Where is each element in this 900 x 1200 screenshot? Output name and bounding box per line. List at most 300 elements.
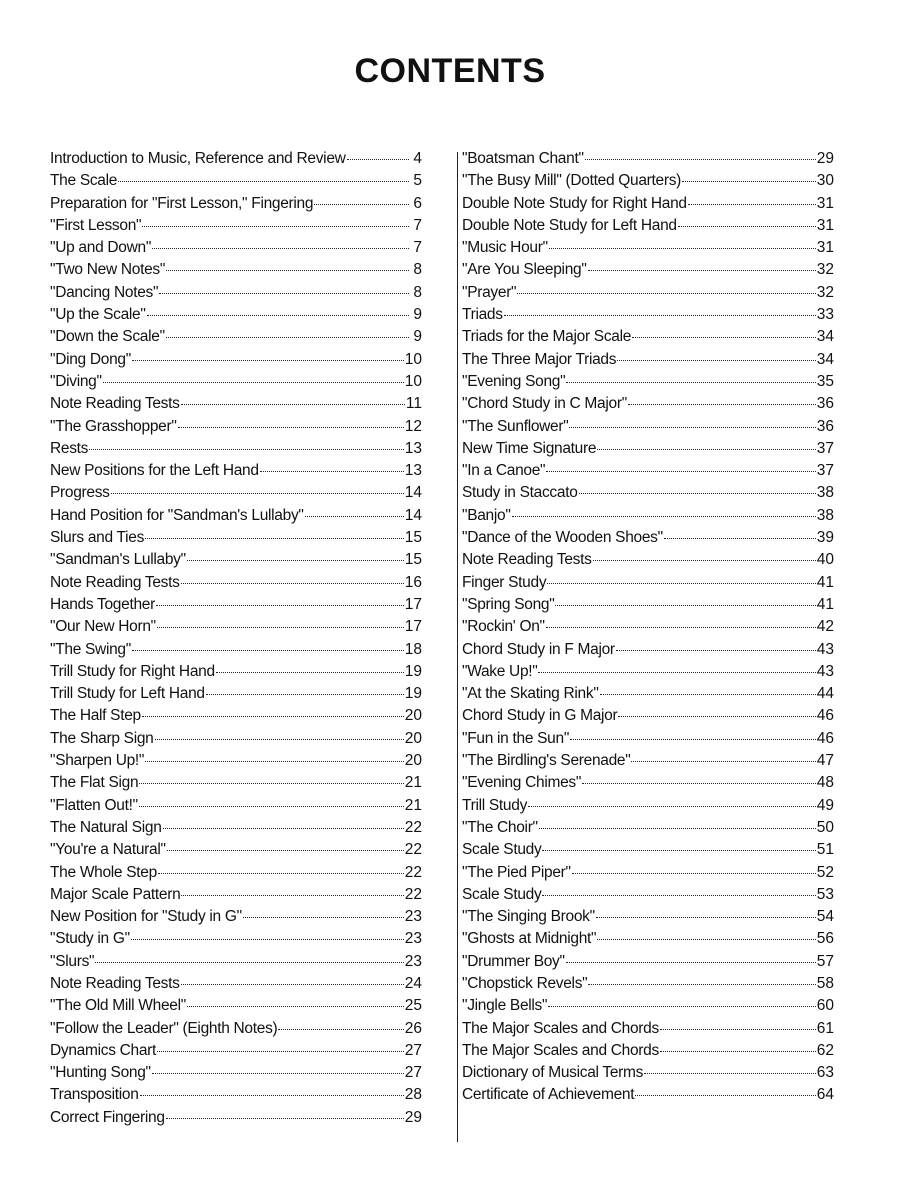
- toc-entry-title: "The Pied Piper": [462, 863, 571, 881]
- dot-leader: [570, 739, 816, 740]
- dot-leader: [616, 650, 816, 651]
- toc-entry-title: The Scale: [50, 172, 118, 190]
- toc-entry-page-number: 64: [816, 1086, 834, 1104]
- toc-entry-title: Preparation for "First Lesson," Fingering: [50, 194, 314, 212]
- dot-leader: [635, 1095, 815, 1096]
- toc-entry-page-number: 44: [816, 685, 834, 703]
- toc-entry: [462, 261, 834, 283]
- dot-leader: [181, 583, 404, 584]
- toc-entry: [50, 462, 422, 484]
- toc-entry: [50, 975, 422, 997]
- toc-entry-title: New Time Signature: [462, 439, 597, 457]
- toc-entry: [462, 908, 834, 930]
- toc-entry-page-number: 34: [816, 328, 834, 346]
- toc-entry-title: The Half Step: [50, 707, 141, 725]
- toc-entry-page-number: 16: [404, 573, 422, 591]
- toc-entry-page-number: 11: [405, 395, 422, 413]
- toc-entry-title: "Chopstick Revels": [462, 974, 588, 992]
- toc-entry: [462, 864, 834, 886]
- toc-entry: [50, 596, 422, 618]
- toc-entry: [462, 328, 834, 350]
- dot-leader: [155, 739, 404, 740]
- toc-entry-title: Triads: [462, 306, 503, 324]
- toc-entry-page-number: 46: [816, 707, 834, 725]
- dot-leader: [142, 716, 404, 717]
- toc-entry: [462, 752, 834, 774]
- dot-leader: [546, 471, 816, 472]
- toc-entry-title: "The Swing": [50, 640, 131, 658]
- toc-entry: [462, 150, 834, 172]
- toc-entry-page-number: 34: [816, 350, 834, 368]
- toc-entry-title: "Up the Scale": [50, 306, 146, 324]
- toc-entry-title: Note Reading Tests: [50, 573, 180, 591]
- toc-entry-title: Trill Study: [462, 796, 528, 814]
- toc-entry-title: "The Choir": [462, 818, 538, 836]
- toc-entry: [462, 462, 834, 484]
- dot-leader: [131, 939, 404, 940]
- toc-entry: [462, 685, 834, 707]
- dot-leader: [566, 382, 815, 383]
- dot-leader: [305, 516, 404, 517]
- toc-entry-title: "Sharpen Up!": [50, 752, 145, 770]
- dot-leader: [157, 1051, 404, 1052]
- toc-entry-title: "Chord Study in C Major": [462, 395, 627, 413]
- toc-entry-title: "Sandman's Lullaby": [50, 551, 186, 569]
- toc-entry-page-number: 26: [404, 1019, 422, 1037]
- toc-entry: [462, 618, 834, 640]
- toc-entry-page-number: 20: [404, 729, 422, 747]
- toc-entry-page-number: 54: [816, 908, 834, 926]
- toc-entry-page-number: 17: [404, 618, 422, 636]
- toc-entry: [50, 306, 422, 328]
- toc-entry: [462, 529, 834, 551]
- dot-leader: [187, 1006, 404, 1007]
- toc-entry-title: "Our New Horn": [50, 618, 156, 636]
- dot-leader: [538, 672, 815, 673]
- toc-entry-page-number: 22: [404, 885, 422, 903]
- dot-leader: [644, 1073, 816, 1074]
- toc-entry: [462, 484, 834, 506]
- toc-entry: [462, 507, 834, 529]
- toc-entry-title: Transposition: [50, 1086, 139, 1104]
- toc-entry-page-number: 24: [404, 974, 422, 992]
- toc-entry-page-number: 13: [404, 439, 422, 457]
- dot-leader: [528, 806, 816, 807]
- dot-leader: [166, 270, 409, 271]
- toc-entry-page-number: 46: [816, 729, 834, 747]
- toc-entry-page-number: 33: [816, 306, 834, 324]
- dot-leader: [140, 1095, 404, 1096]
- toc-entry-title: "Ghosts at Midnight": [462, 930, 597, 948]
- dot-leader: [166, 1118, 404, 1119]
- toc-entry: [462, 841, 834, 863]
- toc-entry-page-number: 49: [816, 796, 834, 814]
- toc-entry-page-number: 27: [404, 1064, 422, 1082]
- toc-entry-page-number: 14: [404, 506, 422, 524]
- toc-entry-page-number: 38: [816, 506, 834, 524]
- toc-entry-page-number: 21: [404, 796, 422, 814]
- toc-entry-title: "Fun in the Sun": [462, 729, 570, 747]
- toc-entry: [50, 574, 422, 596]
- toc-entry-title: "Hunting Song": [50, 1064, 151, 1082]
- dot-leader: [206, 694, 404, 695]
- toc-entry-page-number: 12: [404, 417, 422, 435]
- dot-leader: [618, 716, 815, 717]
- toc-entry-title: Study in Staccato: [462, 484, 578, 502]
- toc-entry-title: "Two New Notes": [50, 261, 166, 279]
- column-divider: [457, 152, 458, 1142]
- toc-entry: [462, 284, 834, 306]
- dot-leader: [512, 516, 816, 517]
- dot-leader: [163, 828, 404, 829]
- dot-leader: [187, 560, 404, 561]
- dot-leader: [152, 248, 409, 249]
- toc-entry: [462, 395, 834, 417]
- toc-entry-page-number: 51: [816, 841, 834, 859]
- toc-entry-title: "The Birdling's Serenade": [462, 752, 631, 770]
- toc-entry: [462, 195, 834, 217]
- toc-entry-page-number: 42: [816, 618, 834, 636]
- toc-entry-title: The Natural Sign: [50, 818, 162, 836]
- toc-entry-title: "Jingle Bells": [462, 997, 548, 1015]
- toc-entry: [462, 797, 834, 819]
- toc-entry-page-number: 10: [404, 350, 422, 368]
- toc-entry: [50, 997, 422, 1019]
- toc-entry-page-number: 13: [404, 462, 422, 480]
- toc-entry-page-number: 18: [404, 640, 422, 658]
- toc-entry: [50, 261, 422, 283]
- toc-entry-page-number: 22: [404, 818, 422, 836]
- toc-entry: [462, 440, 834, 462]
- toc-right-column: [462, 150, 834, 1109]
- dot-leader: [572, 873, 816, 874]
- toc-entry-title: New Position for "Study in G": [50, 908, 242, 926]
- toc-entry: [50, 930, 422, 952]
- dot-leader: [243, 917, 404, 918]
- dot-leader: [517, 293, 815, 294]
- toc-entry: [50, 440, 422, 462]
- dot-leader: [585, 159, 816, 160]
- dot-leader: [347, 159, 409, 160]
- toc-entry-page-number: 8: [413, 283, 422, 301]
- toc-entry-page-number: 8: [413, 261, 422, 279]
- toc-entry-page-number: 47: [816, 752, 834, 770]
- toc-entry-page-number: 52: [816, 863, 834, 881]
- dot-leader: [103, 382, 404, 383]
- toc-entry-page-number: 37: [816, 439, 834, 457]
- dot-leader: [145, 761, 404, 762]
- toc-entry-page-number: 19: [404, 662, 422, 680]
- toc-entry: [462, 1020, 834, 1042]
- toc-entry-title: Trill Study for Left Hand: [50, 685, 205, 703]
- dot-leader: [597, 939, 816, 940]
- toc-entry-page-number: 36: [816, 395, 834, 413]
- toc-entry-title: New Positions for the Left Hand: [50, 462, 259, 480]
- toc-entry: [50, 1020, 422, 1042]
- toc-entry-page-number: 60: [816, 997, 834, 1015]
- dot-leader: [688, 204, 816, 205]
- toc-entry: [50, 351, 422, 373]
- toc-entry-page-number: 28: [404, 1086, 422, 1104]
- toc-entry: [50, 373, 422, 395]
- page-title: CONTENTS: [354, 52, 546, 90]
- toc-entry-title: Scale Study: [462, 885, 542, 903]
- toc-entry: [50, 797, 422, 819]
- toc-entry-title: Hand Position for "Sandman's Lullaby": [50, 506, 304, 524]
- toc-entry: [50, 618, 422, 640]
- toc-entry-page-number: 20: [404, 752, 422, 770]
- toc-entry-title: "Drummer Boy": [462, 952, 565, 970]
- dot-leader: [139, 783, 403, 784]
- toc-entry: [462, 373, 834, 395]
- toc-entry: [50, 551, 422, 573]
- toc-entry: [50, 217, 422, 239]
- toc-entry: [462, 663, 834, 685]
- toc-entry: [462, 551, 834, 573]
- toc-entry-title: "Rockin' On": [462, 618, 545, 636]
- toc-entry-page-number: 38: [816, 484, 834, 502]
- toc-entry-page-number: 10: [404, 372, 422, 390]
- toc-entry: [50, 774, 422, 796]
- dot-leader: [132, 360, 404, 361]
- toc-entry-title: Note Reading Tests: [50, 974, 180, 992]
- dot-leader: [147, 315, 409, 316]
- toc-entry-page-number: 7: [413, 216, 422, 234]
- toc-entry: [462, 930, 834, 952]
- toc-entry-page-number: 37: [816, 462, 834, 480]
- toc-entry: [50, 284, 422, 306]
- dot-leader: [582, 783, 816, 784]
- toc-entry-title: "Boatsman Chant": [462, 150, 584, 167]
- toc-entry-title: The Flat Sign: [50, 774, 139, 792]
- toc-entry: [462, 707, 834, 729]
- toc-entry-title: Note Reading Tests: [462, 551, 592, 569]
- toc-entry-page-number: 41: [816, 595, 834, 613]
- toc-entry: [462, 997, 834, 1019]
- dot-leader: [504, 315, 816, 316]
- toc-entry-title: The Three Major Triads: [462, 350, 617, 368]
- toc-entry: [50, 395, 422, 417]
- toc-entry: [462, 172, 834, 194]
- toc-entry: [462, 418, 834, 440]
- toc-entry-title: Chord Study in F Major: [462, 640, 615, 658]
- toc-entry-title: Rests: [50, 439, 89, 457]
- dot-leader: [542, 850, 815, 851]
- dot-leader: [132, 650, 404, 651]
- toc-entry: [462, 351, 834, 373]
- dot-leader: [549, 248, 816, 249]
- dot-leader: [596, 917, 816, 918]
- toc-entry: [50, 841, 422, 863]
- toc-entry: [50, 1064, 422, 1086]
- dot-leader: [167, 850, 404, 851]
- toc-entry-title: "Evening Chimes": [462, 774, 582, 792]
- toc-entry-page-number: 32: [816, 261, 834, 279]
- toc-entry-page-number: 61: [816, 1019, 834, 1037]
- toc-entry: [462, 1086, 834, 1108]
- toc-left-column: [50, 150, 422, 1131]
- toc-entry-title: The Sharp Sign: [50, 729, 154, 747]
- dot-leader: [158, 873, 404, 874]
- toc-entry-page-number: 7: [413, 239, 422, 257]
- toc-entry-title: "The Busy Mill" (Dotted Quarters): [462, 172, 682, 190]
- toc-entry-page-number: 35: [816, 372, 834, 390]
- toc-entry-page-number: 5: [413, 172, 422, 190]
- dot-leader: [216, 672, 404, 673]
- toc-entry-title: "Wake Up!": [462, 662, 538, 680]
- toc-entry-title: The Major Scales and Chords: [462, 1041, 659, 1059]
- dot-leader: [546, 627, 816, 628]
- dot-leader: [600, 694, 816, 695]
- toc-entry-page-number: 21: [404, 774, 422, 792]
- toc-entry: [50, 953, 422, 975]
- toc-entry-title: "Study in G": [50, 930, 130, 948]
- toc-entry: [50, 418, 422, 440]
- toc-entry-page-number: 36: [816, 417, 834, 435]
- toc-entry-page-number: 30: [816, 172, 834, 190]
- toc-entry-title: Finger Study: [462, 573, 547, 591]
- toc-entry-title: "Up and Down": [50, 239, 152, 257]
- dot-leader: [181, 984, 404, 985]
- toc-entry-title: "First Lesson": [50, 216, 142, 234]
- dot-leader: [278, 1029, 403, 1030]
- toc-entry-title: Note Reading Tests: [50, 395, 180, 413]
- dot-leader: [569, 427, 815, 428]
- toc-entry-title: Introduction to Music, Reference and Review: [50, 150, 346, 167]
- toc-entry-title: "Evening Song": [462, 372, 566, 390]
- toc-entry-page-number: 29: [404, 1108, 422, 1126]
- toc-entry-page-number: 25: [404, 997, 422, 1015]
- toc-entry-page-number: 43: [816, 662, 834, 680]
- toc-entry: [50, 1109, 422, 1131]
- dot-leader: [542, 895, 815, 896]
- toc-entry-title: Dictionary of Musical Terms: [462, 1064, 644, 1082]
- dot-leader: [660, 1051, 816, 1052]
- toc-entry: [462, 217, 834, 239]
- toc-entry: [50, 484, 422, 506]
- toc-entry-title: Slurs and Ties: [50, 529, 145, 547]
- toc-entry-title: The Whole Step: [50, 863, 157, 881]
- toc-entry-title: Dynamics Chart: [50, 1041, 157, 1059]
- toc-entry-title: "Prayer": [462, 283, 517, 301]
- toc-entry: [50, 864, 422, 886]
- toc-entry-page-number: 62: [816, 1041, 834, 1059]
- dot-leader: [142, 226, 409, 227]
- toc-entry-page-number: 14: [404, 484, 422, 502]
- toc-entry: [462, 819, 834, 841]
- toc-entry-page-number: 22: [404, 841, 422, 859]
- dot-leader: [314, 204, 409, 205]
- dot-leader: [539, 828, 816, 829]
- toc-entry-page-number: 31: [816, 194, 834, 212]
- toc-entry-page-number: 9: [413, 328, 422, 346]
- toc-entry-title: "The Singing Brook": [462, 908, 595, 926]
- dot-leader: [118, 181, 409, 182]
- dot-leader: [139, 806, 404, 807]
- toc-entry: [50, 819, 422, 841]
- dot-leader: [631, 761, 815, 762]
- toc-entry: [50, 685, 422, 707]
- toc-entry-title: Progress: [50, 484, 110, 502]
- toc-entry-title: "The Sunflower": [462, 417, 569, 435]
- toc-entry-title: "In a Canoe": [462, 462, 546, 480]
- toc-entry: [462, 886, 834, 908]
- toc-entry: [50, 730, 422, 752]
- toc-entry-page-number: 57: [816, 952, 834, 970]
- dot-leader: [145, 538, 404, 539]
- toc-entry-page-number: 15: [404, 551, 422, 569]
- toc-entry: [50, 1086, 422, 1108]
- toc-entry-title: "Are You Sleeping": [462, 261, 587, 279]
- dot-leader: [156, 605, 404, 606]
- toc-entry-title: "Ding Dong": [50, 350, 131, 368]
- toc-entry-page-number: 6: [413, 194, 422, 212]
- toc-entry-page-number: 39: [816, 529, 834, 547]
- toc-entry-title: Chord Study in G Major: [462, 707, 618, 725]
- toc-entry: [462, 1042, 834, 1064]
- toc-entry-page-number: 50: [816, 818, 834, 836]
- dot-leader: [89, 449, 404, 450]
- dot-leader: [632, 337, 816, 338]
- toc-entry-page-number: 19: [404, 685, 422, 703]
- toc-entry: [50, 507, 422, 529]
- dot-leader: [664, 538, 816, 539]
- dot-leader: [111, 493, 404, 494]
- toc-entry-page-number: 43: [816, 640, 834, 658]
- toc-entry: [462, 596, 834, 618]
- toc-entry: [462, 239, 834, 261]
- toc-entry-title: "You're a Natural": [50, 841, 166, 859]
- dot-leader: [178, 427, 404, 428]
- dot-leader: [159, 293, 409, 294]
- toc-entry-title: Triads for the Major Scale: [462, 328, 632, 346]
- toc-entry-page-number: 31: [816, 239, 834, 257]
- toc-entry: [50, 239, 422, 261]
- toc-entry-title: "The Grasshopper": [50, 417, 177, 435]
- toc-entry-title: "The Old Mill Wheel": [50, 997, 186, 1015]
- toc-entry: [50, 172, 422, 194]
- toc-entry-title: "At the Skating Rink": [462, 685, 599, 703]
- dot-leader: [566, 962, 816, 963]
- dot-leader: [555, 605, 815, 606]
- toc-entry: [50, 908, 422, 930]
- toc-entry-page-number: 63: [816, 1064, 834, 1082]
- toc-entry-page-number: 15: [404, 529, 422, 547]
- toc-entry: [462, 1064, 834, 1086]
- toc-entry-title: "Spring Song": [462, 595, 555, 613]
- toc-entry-title: Double Note Study for Left Hand: [462, 216, 677, 234]
- toc-entry-page-number: 23: [404, 930, 422, 948]
- dot-leader: [617, 360, 816, 361]
- dot-leader: [588, 984, 815, 985]
- toc-entry: [50, 328, 422, 350]
- toc-entry-page-number: 17: [404, 595, 422, 613]
- toc-entry: [50, 707, 422, 729]
- toc-entry: [50, 529, 422, 551]
- dot-leader: [152, 1073, 404, 1074]
- toc-entry-title: Major Scale Pattern: [50, 885, 181, 903]
- toc-entry-page-number: 27: [404, 1041, 422, 1059]
- dot-leader: [588, 270, 816, 271]
- toc-entry: [50, 1042, 422, 1064]
- toc-entry-title: Double Note Study for Right Hand: [462, 194, 687, 212]
- dot-leader: [678, 226, 816, 227]
- toc-entry-page-number: 41: [816, 573, 834, 591]
- toc-entry-page-number: 48: [816, 774, 834, 792]
- dot-leader: [166, 337, 409, 338]
- dot-leader: [597, 449, 816, 450]
- toc-entry-title: "Banjo": [462, 506, 511, 524]
